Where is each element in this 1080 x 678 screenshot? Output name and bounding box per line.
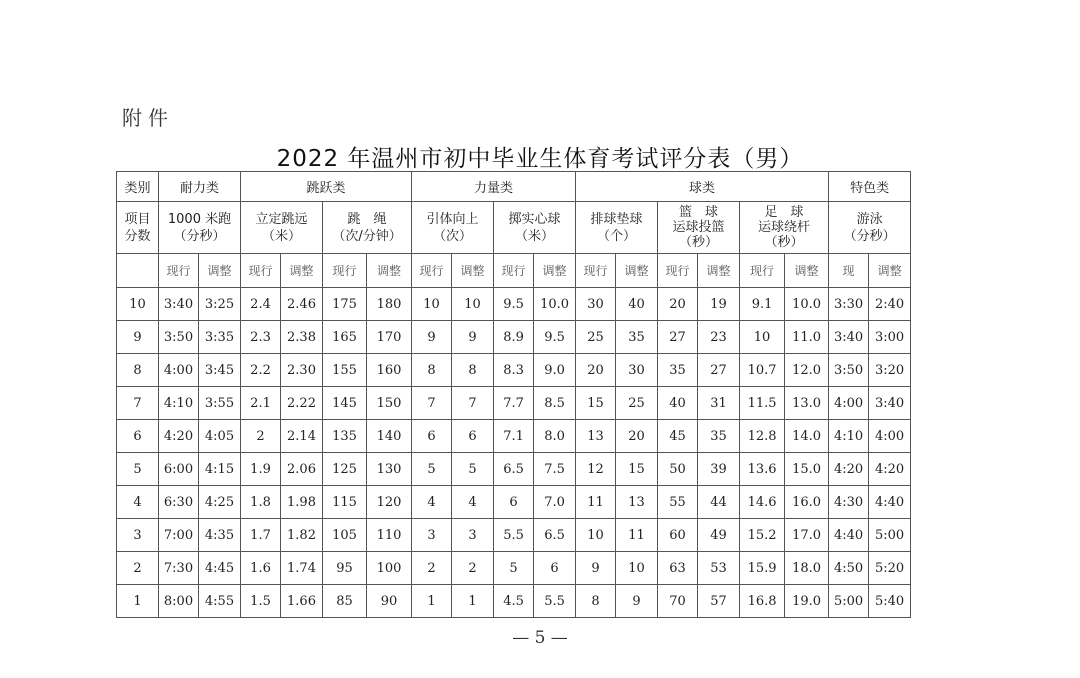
table-cell: 55: [658, 486, 698, 519]
table-cell: 9: [616, 585, 658, 618]
table-cell: 160: [367, 354, 412, 387]
table-cell: 5:00: [869, 519, 911, 552]
table-cell: 11.0: [785, 321, 829, 354]
table-cell: 15: [576, 387, 616, 420]
table-row: [117, 321, 911, 354]
subheader-cell: 调整: [281, 254, 323, 288]
table-cell: 4: [452, 486, 494, 519]
item-unit: （米）: [515, 228, 555, 244]
table-cell: 3:45: [199, 354, 241, 387]
table-cell: 4:15: [199, 453, 241, 486]
table-cell: 6: [534, 552, 576, 585]
item-name: 1000 米跑: [167, 211, 232, 227]
subheader-blank: [117, 254, 159, 288]
score-cell: 4: [117, 486, 159, 519]
item-unit: （米）: [262, 228, 302, 244]
table-cell: 4:40: [829, 519, 869, 552]
table-cell: 12: [576, 453, 616, 486]
subheader-cell: 调整: [869, 254, 911, 288]
table-cell: 180: [367, 288, 412, 321]
table-row: [117, 387, 911, 420]
table-row: [117, 288, 911, 321]
table-cell: 4:05: [199, 420, 241, 453]
item-unit: （分秒）: [843, 228, 896, 244]
table-cell: 4: [412, 486, 452, 519]
table-cell: 4:10: [829, 420, 869, 453]
table-cell: 7.7: [494, 387, 534, 420]
table-cell: 3:35: [199, 321, 241, 354]
table-cell: 18.0: [785, 552, 829, 585]
item-name: 篮 球: [679, 205, 719, 220]
table-cell: 23: [698, 321, 740, 354]
table-cell: 2.06: [281, 453, 323, 486]
table-cell: 8.9: [494, 321, 534, 354]
category-ball: 球类: [576, 172, 829, 202]
table-cell: 7: [452, 387, 494, 420]
page-number: — 5 —: [512, 628, 568, 648]
table-cell: 100: [367, 552, 412, 585]
table-row: [117, 585, 911, 618]
table-cell: 1.9: [241, 453, 281, 486]
table-cell: 9: [412, 321, 452, 354]
table-cell: 110: [367, 519, 412, 552]
table-cell: 6.5: [534, 519, 576, 552]
score-cell: 10: [117, 288, 159, 321]
table-cell: 4:00: [159, 354, 199, 387]
table-cell: 2.3: [241, 321, 281, 354]
table-cell: 3:25: [199, 288, 241, 321]
table-cell: 1.82: [281, 519, 323, 552]
table-cell: 165: [323, 321, 367, 354]
table-cell: 9: [576, 552, 616, 585]
subheader-cell: 调整: [452, 254, 494, 288]
table-cell: 16.8: [740, 585, 785, 618]
table-cell: 6: [452, 420, 494, 453]
subheader-cell: 调整: [534, 254, 576, 288]
table-cell: 8.0: [534, 420, 576, 453]
table-cell: 30: [576, 288, 616, 321]
table-cell: 19.0: [785, 585, 829, 618]
table-cell: 3:40: [869, 387, 911, 420]
table-cell: 20: [658, 288, 698, 321]
table-cell: 135: [323, 420, 367, 453]
item-unit: （次/分钟）: [332, 228, 402, 244]
table-cell: 8.3: [494, 354, 534, 387]
subheader-cell: 现行: [159, 254, 199, 288]
table-cell: 170: [367, 321, 412, 354]
table-cell: 10: [576, 519, 616, 552]
table-cell: 3:50: [159, 321, 199, 354]
table-cell: 10: [616, 552, 658, 585]
subheader-cell: 现行: [241, 254, 281, 288]
table-cell: 4:35: [199, 519, 241, 552]
table-row: [117, 519, 911, 552]
table-cell: 49: [698, 519, 740, 552]
table-cell: 9.0: [534, 354, 576, 387]
table-cell: 4:45: [199, 552, 241, 585]
table-cell: 3: [412, 519, 452, 552]
table-cell: 5: [412, 453, 452, 486]
table-cell: 12.0: [785, 354, 829, 387]
subheader-cell: 调整: [785, 254, 829, 288]
table-cell: 11.5: [740, 387, 785, 420]
table-cell: 15.0: [785, 453, 829, 486]
table-cell: 2: [412, 552, 452, 585]
table-cell: 175: [323, 288, 367, 321]
table-cell: 16.0: [785, 486, 829, 519]
table-cell: 6:00: [159, 453, 199, 486]
subheader-cell: 现行: [323, 254, 367, 288]
table-cell: 3: [452, 519, 494, 552]
subheader-cell: 现行: [658, 254, 698, 288]
table-cell: 4.5: [494, 585, 534, 618]
item-unit: （秒）: [679, 235, 719, 250]
table-cell: 3:40: [159, 288, 199, 321]
table-cell: 4:20: [159, 420, 199, 453]
table-body: [117, 288, 911, 618]
table-cell: 40: [616, 288, 658, 321]
table-cell: 10.0: [534, 288, 576, 321]
table-cell: 6.5: [494, 453, 534, 486]
table-cell: 1: [452, 585, 494, 618]
table-cell: 3:50: [829, 354, 869, 387]
score-cell: 2: [117, 552, 159, 585]
category-strength: 力量类: [412, 172, 576, 202]
item-football: [740, 202, 829, 254]
table-cell: 2.46: [281, 288, 323, 321]
item-1000m-run: [159, 202, 241, 254]
table-cell: 60: [658, 519, 698, 552]
table-cell: 150: [367, 387, 412, 420]
table-cell: 3:00: [869, 321, 911, 354]
table-cell: 4:50: [829, 552, 869, 585]
table-cell: 4:10: [159, 387, 199, 420]
table-cell: 5:40: [869, 585, 911, 618]
table-cell: 63: [658, 552, 698, 585]
table-cell: 44: [698, 486, 740, 519]
table-cell: 13.0: [785, 387, 829, 420]
table-cell: 2.14: [281, 420, 323, 453]
table-cell: 2.38: [281, 321, 323, 354]
table-cell: 8: [452, 354, 494, 387]
table-cell: 50: [658, 453, 698, 486]
table-cell: 6:30: [159, 486, 199, 519]
item-subname: 运球绕杆: [758, 220, 811, 235]
score-table: [116, 171, 911, 618]
subheader-cell: 现: [829, 254, 869, 288]
subheader-cell: 现行: [494, 254, 534, 288]
subheader-cell: 调整: [616, 254, 658, 288]
table-cell: 1.66: [281, 585, 323, 618]
table-cell: 8: [412, 354, 452, 387]
table-cell: 9: [452, 321, 494, 354]
page-title: 2022 年温州市初中毕业生体育考试评分表（男）: [276, 146, 804, 172]
table-cell: 85: [323, 585, 367, 618]
table-cell: 3:30: [829, 288, 869, 321]
table-cell: 6: [494, 486, 534, 519]
table-cell: 15.2: [740, 519, 785, 552]
table-cell: 1: [412, 585, 452, 618]
item-name: 游泳: [856, 211, 883, 227]
table-cell: 125: [323, 453, 367, 486]
table-cell: 4:20: [869, 453, 911, 486]
table-cell: 90: [367, 585, 412, 618]
table-cell: 35: [616, 321, 658, 354]
table-cell: 53: [698, 552, 740, 585]
table-cell: 11: [576, 486, 616, 519]
table-cell: 25: [616, 387, 658, 420]
subheader-cell: 现行: [576, 254, 616, 288]
item-name: 足 球: [764, 205, 804, 220]
table-cell: 20: [616, 420, 658, 453]
table-cell: 30: [616, 354, 658, 387]
table-cell: 35: [698, 420, 740, 453]
table-cell: 5:20: [869, 552, 911, 585]
subheader-cell: 现行: [412, 254, 452, 288]
table-cell: 10.7: [740, 354, 785, 387]
table-cell: 95: [323, 552, 367, 585]
table-cell: 4:40: [869, 486, 911, 519]
item-unit: （分秒）: [173, 228, 226, 244]
table-cell: 4:55: [199, 585, 241, 618]
score-cell: 6: [117, 420, 159, 453]
item-unit: （秒）: [764, 235, 804, 250]
subheader-cell: 调整: [367, 254, 412, 288]
table-cell: 40: [658, 387, 698, 420]
table-cell: 70: [658, 585, 698, 618]
table-row: [117, 552, 911, 585]
table-cell: 2.30: [281, 354, 323, 387]
table-cell: 14.0: [785, 420, 829, 453]
table-cell: 9.5: [534, 321, 576, 354]
table-cell: 1.7: [241, 519, 281, 552]
table-cell: 10: [452, 288, 494, 321]
table-cell: 2.1: [241, 387, 281, 420]
table-cell: 10: [740, 321, 785, 354]
table-cell: 4:00: [829, 387, 869, 420]
table-cell: 1.98: [281, 486, 323, 519]
table-cell: 27: [698, 354, 740, 387]
table-cell: 115: [323, 486, 367, 519]
table-cell: 15: [616, 453, 658, 486]
table-cell: 4:20: [829, 453, 869, 486]
table-cell: 120: [367, 486, 412, 519]
item-unit: （个）: [597, 228, 637, 244]
table-cell: 4:25: [199, 486, 241, 519]
table-cell: 1.74: [281, 552, 323, 585]
table-cell: 14.6: [740, 486, 785, 519]
table-cell: 1.8: [241, 486, 281, 519]
table-cell: 45: [658, 420, 698, 453]
table-cell: 2.22: [281, 387, 323, 420]
table-cell: 10.0: [785, 288, 829, 321]
item-swimming: [829, 202, 911, 254]
subheader-row: [117, 254, 911, 288]
table-cell: 3:20: [869, 354, 911, 387]
item-label: 项目: [124, 211, 151, 227]
table-cell: 7:30: [159, 552, 199, 585]
category-header: 类别: [117, 172, 159, 202]
score-cell: 9: [117, 321, 159, 354]
table-cell: 5: [494, 552, 534, 585]
table-cell: 13.6: [740, 453, 785, 486]
table-cell: 5.5: [494, 519, 534, 552]
table-cell: 10: [412, 288, 452, 321]
table-cell: 3:40: [829, 321, 869, 354]
table-cell: 31: [698, 387, 740, 420]
table-cell: 155: [323, 354, 367, 387]
subheader-cell: 调整: [199, 254, 241, 288]
table-cell: 7.5: [534, 453, 576, 486]
subheader-cell: 调整: [698, 254, 740, 288]
table-cell: 5.5: [534, 585, 576, 618]
table-cell: 35: [658, 354, 698, 387]
table-row: [117, 486, 911, 519]
table-cell: 11: [616, 519, 658, 552]
table-cell: 1.5: [241, 585, 281, 618]
table-cell: 3:55: [199, 387, 241, 420]
table-cell: 57: [698, 585, 740, 618]
table-cell: 8:00: [159, 585, 199, 618]
score-cell: 1: [117, 585, 159, 618]
table-cell: 5: [452, 453, 494, 486]
category-row: [117, 172, 911, 202]
table-row: [117, 453, 911, 486]
table-cell: 2: [452, 552, 494, 585]
item-name: 排球垫球: [590, 211, 643, 227]
category-endurance: 耐力类: [159, 172, 241, 202]
table-cell: 4:00: [869, 420, 911, 453]
subheader-cell: 现行: [740, 254, 785, 288]
score-cell: 7: [117, 387, 159, 420]
table-cell: 2.2: [241, 354, 281, 387]
table-cell: 2: [241, 420, 281, 453]
table-cell: 7.0: [534, 486, 576, 519]
item-medicine-ball: [494, 202, 576, 254]
table-cell: 8: [576, 585, 616, 618]
table-cell: 7.1: [494, 420, 534, 453]
table-cell: 1.6: [241, 552, 281, 585]
table-cell: 140: [367, 420, 412, 453]
table-cell: 2.4: [241, 288, 281, 321]
table-cell: 17.0: [785, 519, 829, 552]
item-basketball: [658, 202, 740, 254]
item-name: 掷实心球: [508, 211, 561, 227]
table-cell: 8.5: [534, 387, 576, 420]
item-pull-up: [412, 202, 494, 254]
score-cell: 5: [117, 453, 159, 486]
table-cell: 7: [412, 387, 452, 420]
item-name: 跳 绳: [347, 211, 387, 227]
category-jumping: 跳跃类: [241, 172, 412, 202]
table-cell: 39: [698, 453, 740, 486]
table-cell: 12.8: [740, 420, 785, 453]
table-cell: 19: [698, 288, 740, 321]
table-cell: 25: [576, 321, 616, 354]
attachment-label: 附件: [122, 106, 174, 130]
score-cell: 3: [117, 519, 159, 552]
item-row: [117, 202, 911, 254]
table-cell: 105: [323, 519, 367, 552]
item-rope-skipping: [323, 202, 412, 254]
item-volleyball: [576, 202, 658, 254]
table-cell: 27: [658, 321, 698, 354]
table-cell: 2:40: [869, 288, 911, 321]
table-cell: 15.9: [740, 552, 785, 585]
item-standing-long-jump: [241, 202, 323, 254]
table-cell: 9.5: [494, 288, 534, 321]
table-cell: 9.1: [740, 288, 785, 321]
score-label: 分数: [124, 228, 151, 244]
item-subname: 运球投篮: [672, 220, 725, 235]
item-score-header: [117, 202, 159, 254]
item-name: 引体向上: [426, 211, 479, 227]
table-cell: 5:00: [829, 585, 869, 618]
score-cell: 8: [117, 354, 159, 387]
table-cell: 13: [576, 420, 616, 453]
table-cell: 13: [616, 486, 658, 519]
table-cell: 4:30: [829, 486, 869, 519]
table-row: [117, 420, 911, 453]
table-cell: 7:00: [159, 519, 199, 552]
table-row: [117, 354, 911, 387]
item-unit: （次）: [433, 228, 473, 244]
table-cell: 130: [367, 453, 412, 486]
table-cell: 145: [323, 387, 367, 420]
table-cell: 20: [576, 354, 616, 387]
table-cell: 6: [412, 420, 452, 453]
item-name: 立定跳远: [255, 211, 308, 227]
category-special: 特色类: [829, 172, 911, 202]
